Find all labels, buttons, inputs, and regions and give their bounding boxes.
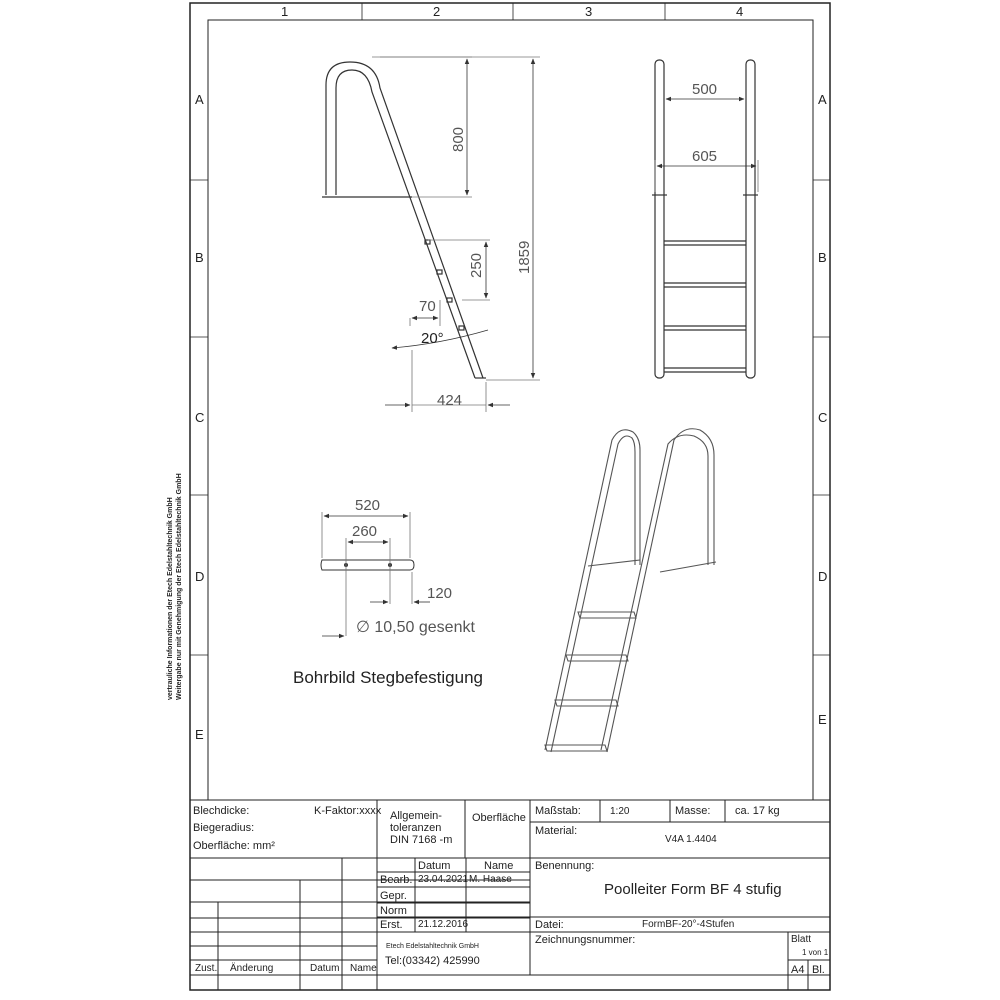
erst-date: 21.12.2016 <box>418 919 469 930</box>
oberflaeche-area-label: Oberfläche: mm² <box>193 840 275 852</box>
zone-row-e-right: E <box>818 712 827 727</box>
norm-label: Norm <box>380 905 407 917</box>
benennung-value: Poolleiter Form BF 4 stufig <box>604 881 782 898</box>
format-value: A4 <box>791 964 805 976</box>
ladder-side-view <box>322 62 486 378</box>
dim-label-120: 120 <box>427 585 453 602</box>
surface-label: Oberfläche <box>472 812 526 824</box>
benennung-label: Benennung: <box>535 860 595 872</box>
company-phone: Tel:(03342) 425990 <box>385 955 480 967</box>
zone-column-2: 2 <box>433 4 441 19</box>
sheet-frame <box>190 3 830 990</box>
dim-label-1859: 1859 <box>516 240 533 274</box>
mass-label: Masse: <box>675 805 711 817</box>
bearb-name: M. Haase <box>469 874 512 885</box>
gepr-label: Gepr. <box>380 890 407 902</box>
scale-value: 1:20 <box>610 806 630 817</box>
material-value: V4A 1.4404 <box>665 834 717 845</box>
bearb-date: 23.04.2021 <box>418 874 469 885</box>
ladder-front-view <box>652 60 758 378</box>
erst-label: Erst. <box>380 919 403 931</box>
tolerance-line1: Allgemein- <box>390 810 442 822</box>
dim-label-70: 70 <box>419 298 436 315</box>
company-name: Etech Edelstahltechnik GmbH <box>386 943 479 950</box>
dim-label-520: 520 <box>355 497 381 514</box>
zone-row-c-right: C <box>818 410 828 425</box>
angle-label: 20° <box>421 330 444 347</box>
blatt-label: Blatt <box>791 934 812 945</box>
revision-zust-header: Zust. <box>195 963 218 974</box>
dim-label-605: 605 <box>692 148 718 165</box>
zeichnungsnummer-label: Zeichnungsnummer: <box>535 934 636 946</box>
hole-note: ∅ 10,50 gesenkt <box>356 619 475 636</box>
tolerance-line2: toleranzen <box>390 822 442 834</box>
name-header: Name <box>484 860 514 872</box>
dim-label-250: 250 <box>468 252 485 278</box>
dim-label-260: 260 <box>352 523 378 540</box>
dim-label-424: 424 <box>437 392 463 409</box>
zone-row-d-right: D <box>818 569 828 584</box>
revision-datum-header: Datum <box>310 963 340 974</box>
drill-pattern-caption: Bohrbild Stegbefestigung <box>293 668 483 687</box>
zone-row-b-right: B <box>818 250 827 265</box>
confidentiality-note-line2: Weitergabe nur mit Genehmigung der Etech Edelstahltechnik GmbH <box>176 473 183 700</box>
bl-label: Bl. <box>812 964 825 976</box>
zone-row-e-left: E <box>195 727 204 742</box>
k-faktor-label: K-Faktor:xxxx <box>314 805 382 817</box>
zone-column-1: 1 <box>281 4 289 19</box>
biegeradius-label: Biegeradius: <box>193 822 255 834</box>
dim-label-500: 500 <box>692 81 718 98</box>
ladder-iso-view <box>545 429 716 752</box>
zone-row-a-right: A <box>818 92 827 107</box>
confidentiality-note-line1: vertrauliche Informationen der Etech Edelstahltechnik GmbH <box>167 497 174 700</box>
dim-label-800: 800 <box>450 126 467 152</box>
revision-name-header: Name <box>350 963 377 974</box>
zone-column-3: 3 <box>585 4 593 19</box>
zone-row-b-left: B <box>195 250 204 265</box>
datum-header: Datum <box>418 860 451 872</box>
blechdicke-label: Blechdicke: <box>193 805 250 817</box>
scale-label: Maßstab: <box>535 805 581 817</box>
tolerance-line3: DIN 7168 -m <box>390 834 453 846</box>
side-view-dimensions <box>372 57 540 412</box>
drill-pattern <box>321 560 414 570</box>
revision-aenderung-header: Änderung <box>230 963 274 974</box>
zone-row-d-left: D <box>195 569 205 584</box>
datei-value: FormBF-20°-4Stufen <box>642 919 735 930</box>
front-view-dimensions <box>655 99 758 192</box>
zone-column-4: 4 <box>736 4 744 19</box>
zone-row-a-left: A <box>195 92 204 107</box>
datei-label: Datei: <box>535 919 564 931</box>
zone-row-c-left: C <box>195 410 205 425</box>
material-label: Material: <box>535 825 578 837</box>
blatt-value: 1 von 1 <box>802 948 829 957</box>
bearb-label: Bearb. <box>380 874 413 886</box>
mass-value: ca. 17 kg <box>735 805 780 817</box>
